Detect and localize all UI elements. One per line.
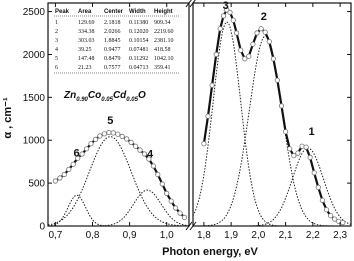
table-cell: 359.41: [154, 65, 171, 71]
data-point: [243, 57, 247, 61]
table-cell: 2381.10: [154, 38, 174, 44]
axis-break: [186, 0, 196, 230]
data-point: [173, 206, 177, 210]
table-cell: 334.38: [78, 29, 95, 35]
data-point: [271, 57, 275, 61]
table-cell: 3: [55, 38, 58, 44]
y-axis-title: α , cm⁻¹: [2, 97, 14, 139]
data-point: [125, 137, 129, 141]
table-header-width: Width: [129, 9, 146, 15]
table-cell: 418.58: [154, 47, 171, 53]
data-point: [300, 144, 304, 148]
table-cell: 1: [55, 20, 58, 26]
data-point: [71, 162, 75, 166]
data-point: [53, 179, 57, 183]
data-point: [279, 104, 283, 108]
peak-label-2: 2: [260, 11, 267, 24]
data-point: [169, 199, 173, 203]
data-point: [259, 27, 263, 31]
data-point: [324, 208, 328, 212]
data-point: [182, 215, 186, 219]
data-point: [221, 14, 225, 18]
table-cell: 1042.10: [154, 56, 174, 62]
data-point: [165, 191, 169, 195]
data-point: [98, 134, 102, 138]
table-cell: 129.69: [78, 20, 95, 26]
gaussian-component-1: [193, 148, 351, 226]
data-point: [93, 137, 97, 141]
data-point: [288, 147, 292, 151]
y-tick-label: 1500: [22, 92, 45, 104]
table-header-center: Center: [104, 9, 124, 15]
data-point: [206, 114, 210, 118]
x-tick-label-left: 0,8: [85, 230, 100, 241]
data-point: [316, 185, 320, 189]
data-point: [116, 132, 120, 136]
data-point: [218, 27, 222, 31]
data-point: [320, 198, 324, 202]
data-point: [263, 30, 267, 34]
table-cell: 0.04713: [129, 65, 149, 71]
table-header-height: Height: [154, 9, 173, 15]
data-point: [58, 176, 62, 180]
data-point: [312, 171, 316, 175]
peak-label-6: 6: [73, 147, 80, 160]
x-tick-label-right: 1,8: [196, 230, 211, 241]
y-tick-label: 0: [39, 221, 45, 233]
data-point: [178, 211, 182, 215]
x-tick-label-right: 2,1: [278, 230, 293, 241]
data-point: [255, 31, 259, 35]
sample-formula: $Zn_{0.90}Co_{0.05}Cd_{0.05}O$: [64, 90, 146, 103]
table-cell: 0.11292: [129, 56, 149, 62]
data-point: [80, 152, 84, 156]
data-point: [283, 130, 287, 134]
table-header-peak: Peak: [55, 9, 70, 15]
x-tick-label-left: 1,0: [159, 230, 174, 241]
x-tick-label-right: 2,0: [251, 230, 266, 241]
peak-label-5: 5: [107, 114, 114, 127]
table-cell: 0.7577: [104, 65, 121, 71]
table-cell: 909.34: [154, 20, 171, 26]
x-tick-label-right: 2,3: [333, 230, 348, 241]
gaussian-component-6: [48, 195, 189, 226]
table-cell: 147.48: [78, 56, 95, 62]
x-axis-title: Photon energy, eV: [162, 246, 258, 258]
data-point: [67, 167, 71, 171]
data-point: [239, 48, 243, 52]
gaussian-component-5: [48, 137, 189, 226]
table-cell: 39.25: [78, 47, 92, 53]
data-point: [214, 52, 218, 56]
y-tick-label: 500: [28, 178, 45, 190]
peak-label-1: 1: [308, 126, 315, 139]
table-cell: 0.9477: [104, 47, 121, 53]
data-point: [133, 144, 137, 148]
peak-label-4: 4: [146, 148, 154, 161]
table-cell: 21.23: [78, 65, 92, 71]
data-point: [111, 131, 115, 135]
table-cell: 4: [55, 47, 58, 53]
right-panel-frame: [193, 3, 351, 226]
data-point: [84, 147, 88, 151]
fit-curve-right: [204, 10, 343, 223]
data-point: [328, 214, 332, 218]
table-cell: 1.8845: [104, 38, 121, 44]
x-tick-label-left: 0,7: [48, 230, 63, 241]
table-cell: 6: [55, 65, 58, 71]
data-point: [107, 130, 111, 134]
data-point: [102, 132, 106, 136]
data-point: [202, 142, 206, 146]
data-point: [62, 172, 66, 176]
data-point: [160, 182, 164, 186]
data-point: [156, 172, 160, 176]
table-cell: 303.03: [78, 38, 95, 44]
table-cell: 0.07481: [129, 47, 149, 53]
x-tick-label-right: 2,2: [305, 230, 320, 241]
data-point: [308, 155, 312, 159]
fit-parameters-table: [54, 9, 180, 73]
data-point: [151, 164, 155, 168]
gaussian-component-2: [193, 36, 351, 226]
table-cell: 0.8479: [104, 56, 121, 62]
data-point: [89, 142, 93, 146]
data-point: [267, 39, 271, 43]
table-cell: 2.1818: [104, 20, 121, 26]
table-cell: 0.11380: [129, 20, 149, 26]
data-point: [231, 18, 235, 22]
x-tick-label-right: 1,9: [224, 230, 239, 241]
table-cell: 0.10154: [129, 38, 149, 44]
table-cell: 0.12020: [129, 29, 149, 35]
table-header-area: Area: [78, 9, 92, 15]
data-point: [251, 42, 255, 46]
data-point: [234, 31, 238, 35]
data-point: [292, 154, 296, 158]
data-point: [210, 83, 214, 87]
data-point: [304, 145, 308, 149]
data-point: [275, 78, 279, 82]
table-cell: 2: [55, 29, 58, 35]
data-point: [120, 134, 124, 138]
data-point: [138, 148, 142, 152]
peak-label-3: 3: [222, 0, 229, 12]
table-cell: 2219.60: [154, 29, 174, 35]
data-point: [129, 140, 133, 144]
x-tick-label-left: 0,9: [122, 230, 137, 241]
y-tick-label: 2000: [22, 49, 45, 61]
y-tick-label: 1000: [22, 135, 45, 147]
y-tick-label: 2500: [22, 7, 45, 19]
table-cell: 2.0266: [104, 29, 121, 35]
data-point: [341, 220, 345, 224]
data-point: [247, 54, 251, 58]
data-point: [296, 151, 300, 155]
table-cell: 5: [55, 56, 58, 62]
